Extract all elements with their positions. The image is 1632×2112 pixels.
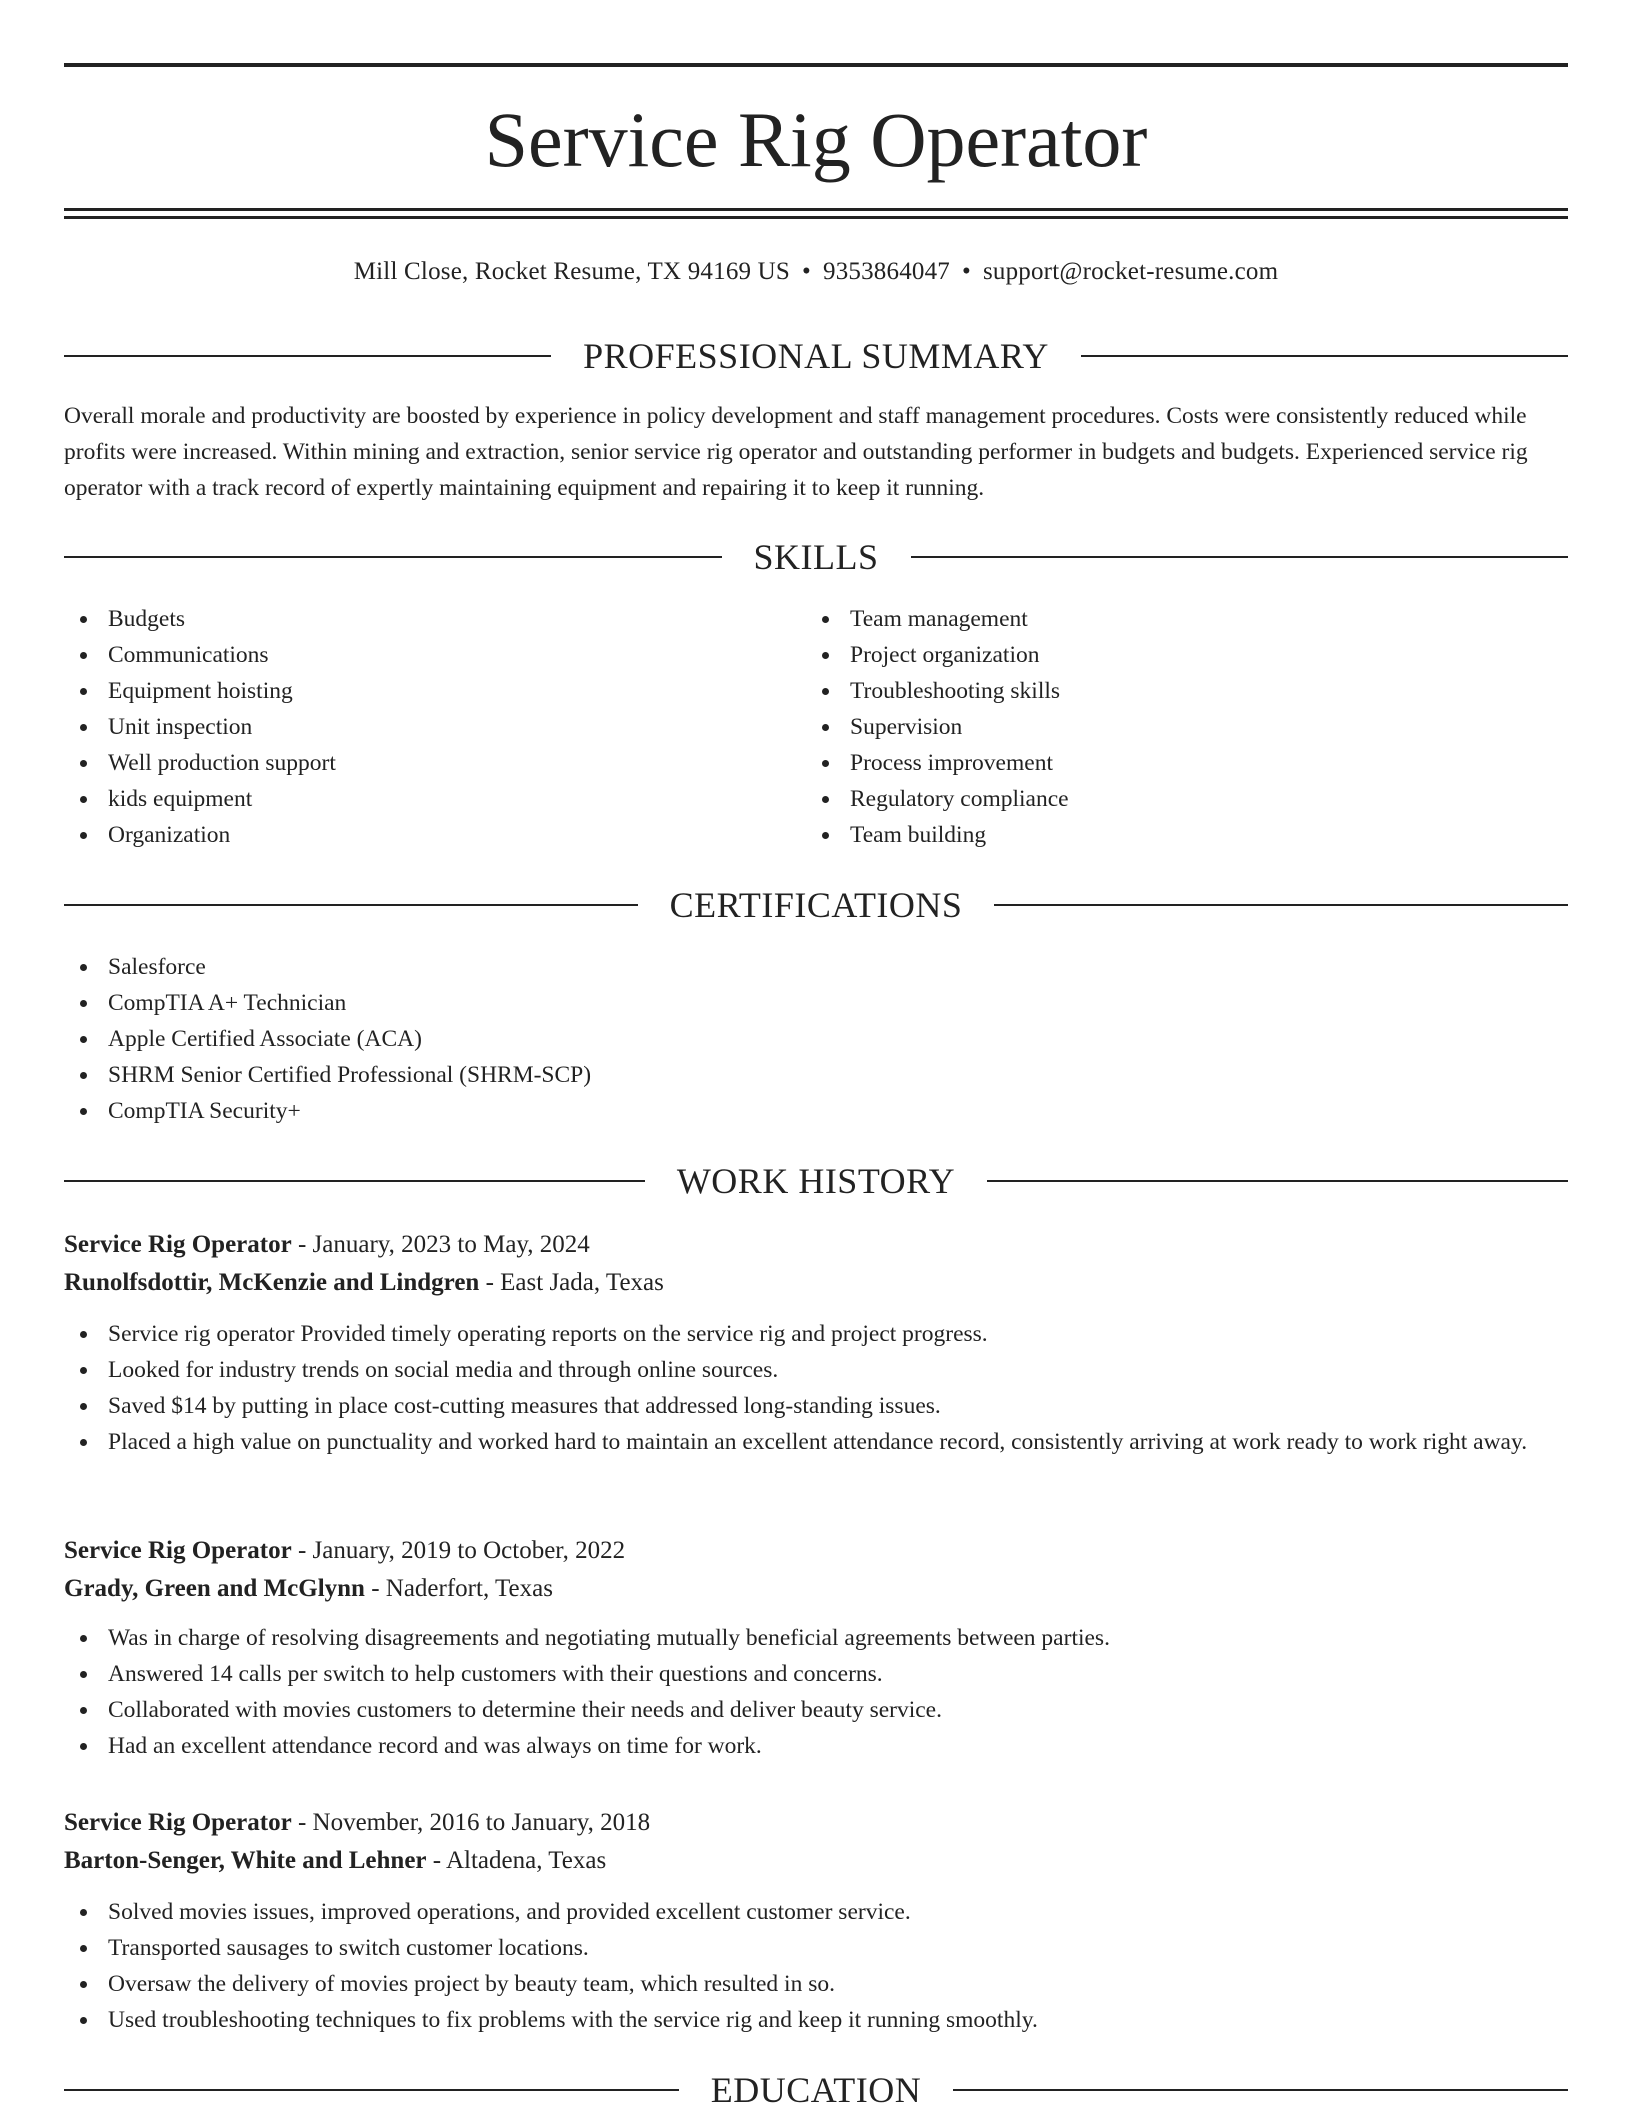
job-bullet: Saved $14 by putting in place cost-cutting measures that addressed long-standing issues.: [64, 1388, 1568, 1424]
skill-item: Team building: [806, 817, 1546, 853]
job-bullet: Placed a high value on punctuality and worked hard to maintain an excellent attendance record, consistently arriving at work ready to work right away.: [64, 1424, 1568, 1460]
job-bullet: Oversaw the delivery of movies project by beauty team, which resulted in so.: [64, 1966, 1568, 2002]
skill-item: Process improvement: [806, 745, 1546, 781]
contact-separator: •: [802, 258, 811, 285]
job-company: Runolfsdottir, McKenzie and Lindgren: [64, 1269, 480, 1296]
job-entry: [64, 1532, 1568, 1764]
section-title-work-history: WORK HISTORY: [676, 1161, 956, 1201]
job-title-line: [64, 1804, 1568, 1842]
skill-item: Project organization: [806, 637, 1546, 673]
section-rule: [64, 556, 722, 558]
job-dates: - January, 2019 to October, 2022: [291, 1537, 626, 1564]
job-location: - Altadena, Texas: [426, 1847, 607, 1874]
section-title-summary: PROFESSIONAL SUMMARY: [583, 336, 1049, 376]
section-rule: [911, 556, 1569, 558]
header-rule-upper: [64, 208, 1568, 211]
summary-text: Overall morale and productivity are boosted by experience in policy development and staff management procedures. Costs were consistently reduced while profits were increased. Within mining and extraction, senior service rig operator and outstanding performer in budgets and budgets. Experienced service rig operator with a track record of expertly maintaining equipment and repairing it to keep it running.: [64, 403, 1528, 501]
header-rule-lower: [64, 216, 1568, 219]
job-entry: [64, 1804, 1568, 2038]
contact-address: Mill Close, Rocket Resume, TX 94169 US: [353, 258, 791, 285]
section-rule: [953, 2089, 1568, 2091]
job-title: Service Rig Operator: [64, 1809, 292, 1836]
job-company: Grady, Green and McGlynn: [64, 1575, 365, 1602]
skill-item: Team management: [806, 601, 1546, 637]
job-bullet: Used troubleshooting techniques to fix problems with the service rig and keep it running smoothly.: [64, 2002, 1568, 2038]
job-bullets: [64, 1620, 1568, 1764]
skill-item: Well production support: [64, 745, 804, 781]
job-title-line: [64, 1226, 1568, 1264]
job-bullet: Looked for industry trends on social media and through online sources.: [64, 1352, 1568, 1388]
skill-item: Unit inspection: [64, 709, 804, 745]
certification-item: Apple Certified Associate (ACA): [64, 1021, 1568, 1057]
section-title-certifications: CERTIFICATIONS: [669, 885, 963, 925]
section-header-certifications: [64, 883, 1568, 927]
job-bullet: Answered 14 calls per switch to help customers with their questions and concerns.: [64, 1656, 1568, 1692]
section-rule: [64, 904, 638, 906]
skill-item: Troubleshooting skills: [806, 673, 1546, 709]
section-header-skills: [64, 535, 1568, 579]
contact-line: [64, 254, 1568, 290]
contact-email[interactable]: support@rocket-resume.com: [982, 258, 1279, 285]
skill-item: Regulatory compliance: [806, 781, 1546, 817]
skill-item: Communications: [64, 637, 804, 673]
job-title: Service Rig Operator: [64, 1537, 292, 1564]
job-title-line: [64, 1532, 1568, 1570]
section-rule: [64, 355, 551, 357]
job-company-line: [64, 1264, 1568, 1302]
job-bullet: Service rig operator Provided timely operating reports on the service rig and project progress.: [64, 1316, 1568, 1352]
section-rule: [994, 904, 1568, 906]
job-bullets: [64, 1316, 1568, 1460]
certification-item: SHRM Senior Certified Professional (SHRM-SCP): [64, 1057, 1568, 1093]
job-dates: - November, 2016 to January, 2018: [291, 1809, 651, 1836]
certifications-list: [64, 949, 1568, 1129]
skills-list-left: [64, 601, 804, 853]
contact-separator: •: [962, 258, 971, 285]
job-location: - East Jada, Texas: [479, 1269, 664, 1296]
skill-item: Budgets: [64, 601, 804, 637]
section-title-skills: SKILLS: [753, 537, 879, 577]
certification-item: CompTIA Security+: [64, 1093, 1568, 1129]
section-rule: [1081, 355, 1568, 357]
skill-item: kids equipment: [64, 781, 804, 817]
job-bullet: Transported sausages to switch customer locations.: [64, 1930, 1568, 1966]
section-rule: [64, 2089, 679, 2091]
skill-item: Supervision: [806, 709, 1546, 745]
job-company-line: [64, 1570, 1568, 1608]
section-header-summary: [64, 334, 1568, 378]
section-rule: [987, 1180, 1568, 1182]
job-company-line: [64, 1842, 1568, 1880]
job-bullet: Collaborated with movies customers to determine their needs and deliver beauty service.: [64, 1692, 1568, 1728]
job-title: Service Rig Operator: [64, 1231, 292, 1258]
top-rule: [64, 63, 1568, 67]
section-header-work-history: [64, 1159, 1568, 1203]
contact-phone: 9353864047: [823, 258, 950, 285]
section-title-education: EDUCATION: [710, 2070, 922, 2110]
job-company: Barton-Senger, White and Lehner: [64, 1847, 427, 1874]
skill-item: Organization: [64, 817, 804, 853]
job-location: - Naderfort, Texas: [364, 1575, 553, 1602]
section-rule: [64, 1180, 645, 1182]
job-bullet: Had an excellent attendance record and was always on time for work.: [64, 1728, 1568, 1764]
section-header-education: [64, 2068, 1568, 2112]
resume-name: Service Rig Operator: [484, 96, 1148, 183]
skill-item: Equipment hoisting: [64, 673, 804, 709]
job-bullet: Solved movies issues, improved operations, and provided excellent customer service.: [64, 1894, 1568, 1930]
certification-item: Salesforce: [64, 949, 1568, 985]
job-entry: [64, 1226, 1568, 1460]
job-bullets: [64, 1894, 1568, 2038]
job-dates: - January, 2023 to May, 2024: [291, 1231, 590, 1258]
skills-list-right: [806, 601, 1546, 853]
job-bullet: Was in charge of resolving disagreements and negotiating mutually beneficial agreements between parties.: [64, 1620, 1568, 1656]
certification-item: CompTIA A+ Technician: [64, 985, 1568, 1021]
